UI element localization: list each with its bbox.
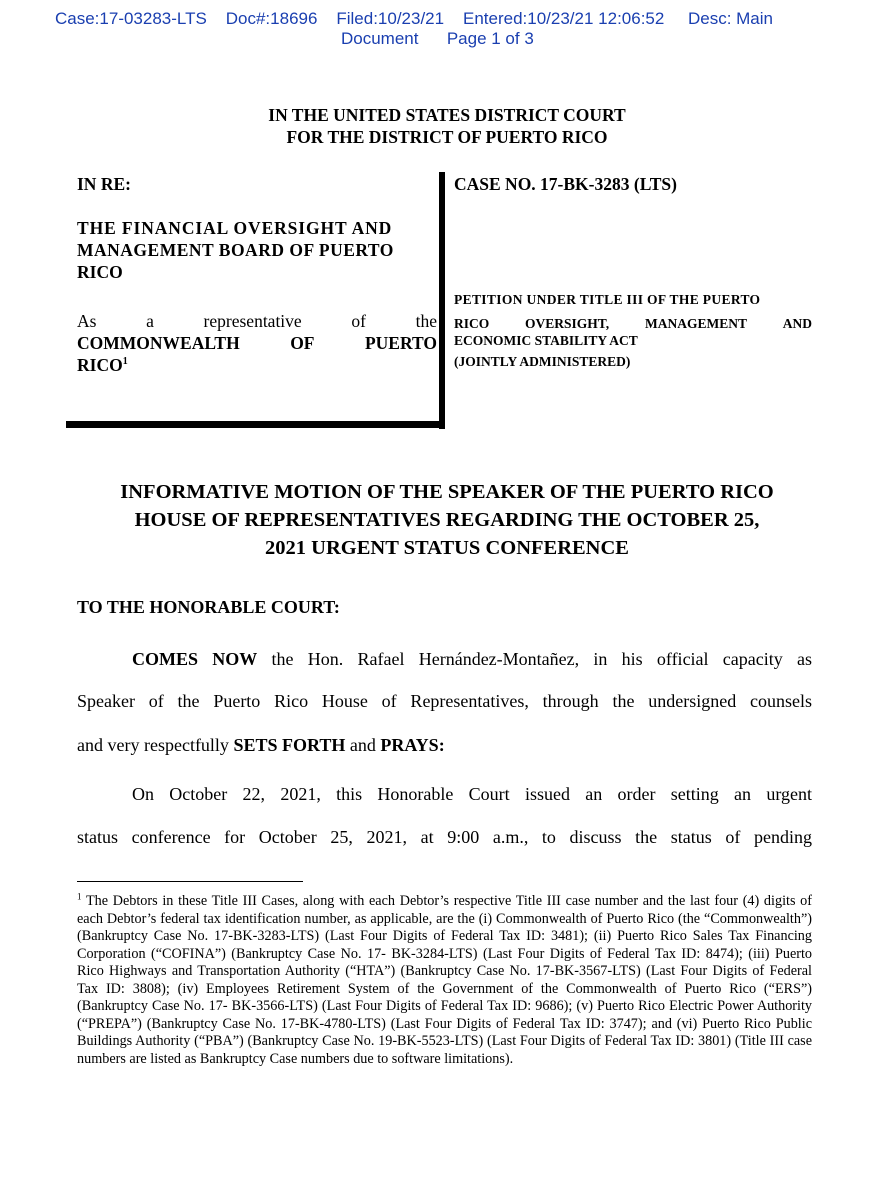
rep-line-2: [77, 332, 437, 354]
court-heading-line2: FOR THE DISTRICT OF PUERTO RICO: [286, 127, 608, 147]
para1-text: and very respectfully: [77, 735, 234, 755]
petition-line-1-text: PETITION UNDER TITLE III OF THE PUERTO: [454, 292, 761, 307]
rep-word: COMMONWEALTH: [77, 333, 240, 353]
para1-line-1: [132, 648, 812, 670]
para1-line-1-rest: the Hon. Rafael Hernández-Montañez, in his official capacity as: [271, 649, 812, 669]
rep-line-1: [77, 310, 437, 332]
in-re-label: IN RE:: [77, 174, 131, 194]
ecf-header-line2: [341, 29, 534, 49]
petition-line-1: [454, 288, 812, 312]
motion-title-line-3: 2021 URGENT STATUS CONFERENCE: [265, 537, 629, 559]
ecf-page: Page 1 of 3: [446, 29, 534, 48]
comes-now: COMES NOW: [132, 649, 258, 669]
petition-word: RICO: [454, 316, 490, 331]
footnote-marker: 1: [77, 891, 82, 902]
caption-horizontal-divider: [66, 421, 445, 428]
ecf-desc: Desc: Main: [687, 9, 773, 28]
debtor-representative: [77, 310, 437, 376]
rep-line-3-text: RICO: [77, 355, 123, 375]
motion-title-line-2: HOUSE OF REPRESENTATIVES REGARDING THE OCTOBER 25,: [134, 509, 760, 531]
ecf-filed: Filed:10/23/21: [336, 9, 445, 28]
petition-line-2: [454, 312, 812, 336]
petition-line-3-text: ECONOMIC STABILITY ACT: [454, 334, 638, 347]
salutation: TO THE HONORABLE COURT:: [77, 597, 340, 617]
ecf-doc: Doc#:18696: [225, 9, 318, 28]
petition-word: MANAGEMENT: [644, 316, 747, 331]
para1-line-2: Speaker of the Puerto Rico House of Representatives, through the undersigned counsels: [77, 691, 812, 711]
court-heading-line1: IN THE UNITED STATES DISTRICT COURT: [268, 105, 626, 125]
debtor-line-2-text: MANAGEMENT BOARD OF PUERTO: [77, 240, 394, 260]
sets-forth: SETS FORTH: [233, 735, 346, 755]
petition-title: [454, 288, 812, 336]
ecf-entered: Entered:10/23/21 12:06:52: [463, 9, 665, 28]
para1-line-3: [77, 734, 445, 756]
rep-word: the: [415, 311, 437, 331]
footnote: [77, 893, 812, 1068]
case-number: CASE NO. 17-BK-3283 (LTS): [454, 174, 677, 194]
rep-word: OF: [290, 333, 315, 353]
footnote-ref: 1: [122, 356, 128, 368]
ecf-header-line1: [55, 9, 773, 29]
rep-word: PUERTO: [364, 333, 437, 353]
ecf-document: Document: [341, 29, 419, 48]
jointly-administered: (JOINTLY ADMINISTERED): [454, 354, 631, 369]
motion-title-line-1: INFORMATIVE MOTION OF THE SPEAKER OF THE PUERTO RICO: [120, 481, 774, 503]
debtor-line-1-text: THE FINANCIAL OVERSIGHT AND: [77, 218, 393, 238]
debtor-name: [77, 217, 437, 283]
rep-word: representative: [203, 311, 302, 331]
petition-line-3: [454, 334, 638, 347]
prays: PRAYS:: [380, 735, 445, 755]
footnote-rule: [77, 881, 303, 882]
caption-vertical-divider: [439, 172, 445, 429]
rep-word: a: [146, 311, 154, 331]
rep-word: of: [351, 311, 366, 331]
para1-text: and: [345, 735, 381, 755]
ecf-case: Case:17-03283-LTS: [55, 9, 207, 28]
debtor-line-2: [77, 239, 437, 261]
petition-word: AND: [782, 316, 812, 331]
footnote-text: The Debtors in these Title III Cases, along with each Debtor’s respective Title III case number and the last four (4) digits of each Debtor’s federal tax identification number, as applicable, are the (i) Commonwealth of Puerto Rico (the “Commonwealth”) (Bankruptcy Case No. 17-BK-3283-LTS) (Last Four Digits of Federal Tax ID: 3481); (ii) Puerto Rico Sales Tax Financing Corporation (“COFINA”) (Bankruptcy Case No. 17- BK-3284-LTS) (Last Four Digits of Federal Tax ID: 8474); (iii) Puerto Rico Highways and Transportation Authority (“HTA”) (Bankruptcy Case No. 17-BK-3567-LTS) (Last Four Digits of Federal Tax ID: 3808); (iv) Employees Retirement System of the Government of the Commonwealth of Puerto Rico (“ERS”) (Bankruptcy Case No. 17- BK-3566-LTS) (Last Four Digits of Federal Tax ID: 9686); (v) Puerto Rico Electric Power Authority (“PREPA”) (Bankruptcy Case No. 17-BK-4780-LTS) (Last Four Digits of Federal Tax ID: 3747); and (vi) Puerto Rico Public Buildings Authority (“PBA”) (Bankruptcy Case No. 19-BK-5523-LTS) (Last Four Digits of Federal Tax ID: 3801) (Title III case numbers are listed as Bankruptcy Case numbers due to software limitations).: [77, 893, 812, 1067]
para2-line-2: status conference for October 25, 2021, at 9:00 a.m., to discuss the status of pending: [77, 827, 812, 847]
debtor-line-3: RICO: [77, 262, 123, 282]
petition-word: OVERSIGHT,: [525, 316, 610, 331]
rep-word: As: [77, 311, 97, 331]
rep-line-3: [77, 354, 437, 376]
motion-title: [0, 478, 894, 562]
para2-line-1: On October 22, 2021, this Honorable Court issued an order setting an urgent: [132, 784, 812, 804]
debtor-line-1: [77, 217, 437, 239]
